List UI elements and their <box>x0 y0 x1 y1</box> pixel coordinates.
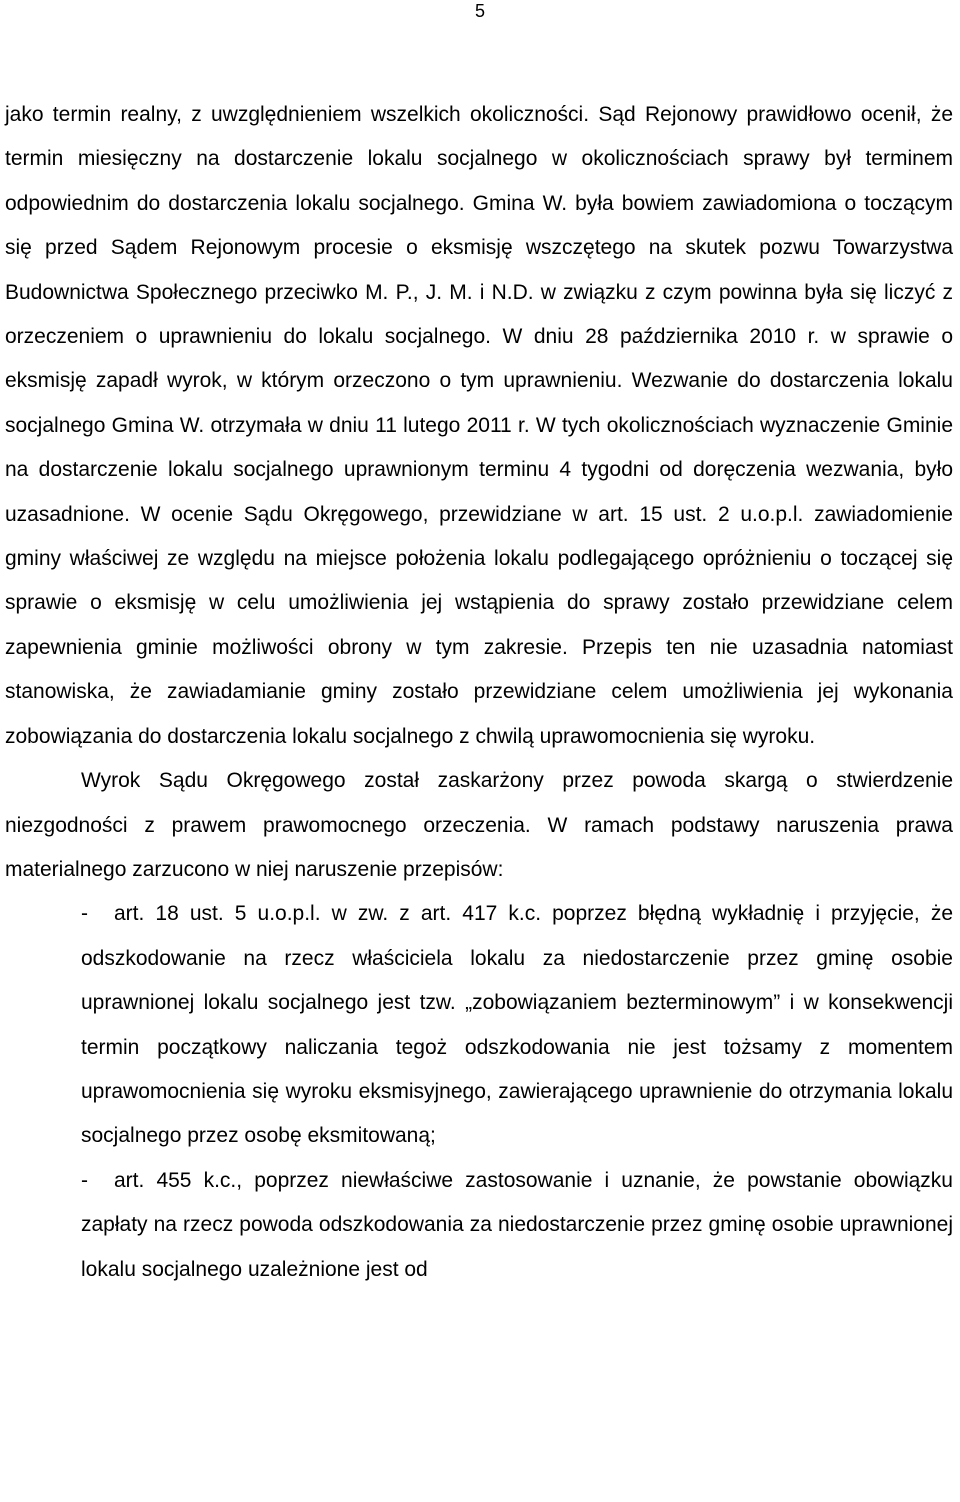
list-item <box>5 892 953 1158</box>
list-item-text: art. 455 k.c., poprzez niewłaściwe zastosowanie i uznanie, że powstanie obowiązku zapłaty na rzecz powoda odszkodowania za niedostarczenie przez gminę osobie uprawnionej lokalu socjalnego uzależnione jest od <box>81 1168 953 1281</box>
list-item-text: art. 18 ust. 5 u.o.p.l. w zw. z art. 417 k.c. poprzez błędną wykładnię i przyjęcie, że odszkodowanie na rzecz właściciela lokalu za niedostarczenie przez gminę osobie uprawnionej lokalu socjalnego jest tzw. „zobowiązaniem bezterminowym” i w konsekwencji termin początkowy naliczania tegoż odszkodowania nie jest tożsamy z momentem uprawomocnienia się wyroku eksmisyjnego, zawierającego uprawnienie do otrzymania lokalu socjalnego przez osobę eksmitowaną; <box>81 902 953 1148</box>
document-body <box>5 93 953 1292</box>
page-number: 5 <box>474 1 485 21</box>
list-dash: - <box>81 1168 88 1192</box>
list-item <box>5 1159 953 1292</box>
paragraph-2: Wyrok Sądu Okręgowego został zaskarżony przez powoda skargą o stwierdzenie niezgodności z prawem prawomocnego orzeczenia. W ramach podstawy naruszenia prawa materialnego zarzucono w niej naruszenie przepisów: <box>5 769 953 881</box>
paragraph-1: jako termin realny, z uwzględnieniem wszelkich okoliczności. Sąd Rejonowy prawidłowo ocenił, że termin miesięczny na dostarczenie lokalu socjalnego w okolicznościach sprawy był terminem odpowiednim do dostarczenia lokalu socjalnego. Gmina W. była bowiem zawiadomiona o toczącym się przed Sądem Rejonowym procesie o eksmisję wszczętego na skutek pozwu Towarzystwa Budownictwa Społecznego przeciwko M. P., J. M. i N.D. w związku z czym powinna była się liczyć z orzeczeniem o uprawnieniu do lokalu socjalnego. W dniu 28 października 2010 r. w sprawie o eksmisję zapadł wyrok, w którym orzeczono o tym uprawnieniu. Wezwanie do dostarczenia lokalu socjalnego Gmina W. otrzymała w dniu 11 lutego 2011 r. W tych okolicznościach wyznaczenie Gminie na dostarczenie lokalu socjalnego uprawnionym terminu 4 tygodni od doręczenia wezwania, było uzasadnione. W ocenie Sądu Okręgowego, przewidziane w art. 15 ust. 2 u.o.p.l. zawiadomienie gminy właściwej ze względu na miejsce położenia lokalu podlegającego opróżnieniu o toczącej się sprawie o eksmisję w celu umożliwienia jej wstąpienia do sprawy zostało przewidziane celem zapewnienia gminie możliwości obrony w tym zakresie. Przepis ten nie uzasadnia natomiast stanowiska, że zawiadamianie gminy zostało przewidziane celem umożliwienia jej wykonania zobowiązania do dostarczenia lokalu socjalnego z chwilą uprawomocnienia się wyroku. <box>5 103 953 748</box>
list-dash: - <box>81 902 88 926</box>
